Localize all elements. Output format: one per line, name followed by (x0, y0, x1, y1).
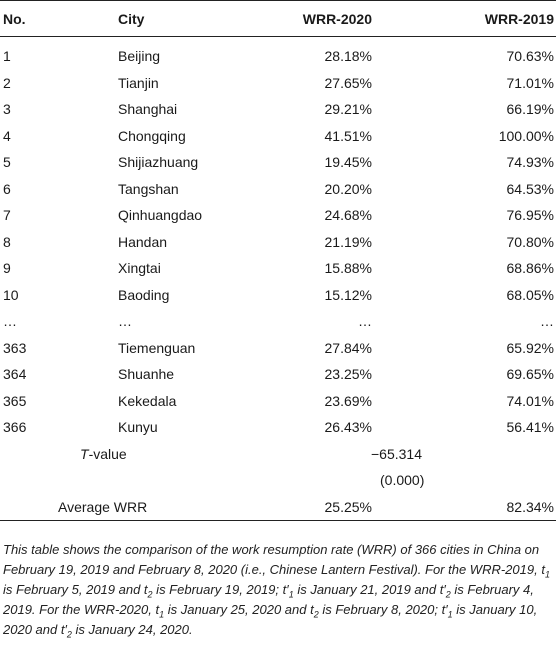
header-no: No. (0, 1, 118, 37)
cell-no: 1 (3, 48, 11, 65)
cell-city: Handan (118, 233, 168, 250)
table-row (0, 149, 556, 176)
cell-no: 2 (3, 74, 11, 91)
cell-no: 6 (3, 180, 11, 197)
average-wrr-2020: 25.25% (268, 494, 378, 521)
cell-wrr-2019: 64.53% (506, 180, 554, 197)
table-row (0, 229, 556, 256)
cell-city: … (118, 313, 132, 330)
cell-city: Tiemenguan (118, 339, 196, 356)
cell-wrr-2020: 27.84% (324, 339, 372, 356)
cell-wrr-2020: 28.18% (324, 48, 372, 65)
cell-wrr-2020: 27.65% (324, 74, 372, 91)
header-city: City (118, 1, 268, 37)
table-row (0, 202, 556, 229)
cell-wrr-2019: 68.05% (506, 286, 554, 303)
cell-wrr-2019: 65.92% (506, 339, 554, 356)
table-header-row (0, 1, 556, 37)
cell-city: Shanghai (118, 101, 178, 118)
table-row (0, 388, 556, 415)
table-row (0, 176, 556, 203)
cell-wrr-2019: 68.86% (506, 260, 554, 277)
cell-wrr-2020: 15.12% (324, 286, 372, 303)
cell-wrr-2019: 71.01% (506, 74, 554, 91)
cell-wrr-2020: … (358, 313, 372, 330)
cell-city: Shuanhe (118, 366, 175, 383)
cell-city: Tianjin (118, 74, 159, 91)
cell-no: 366 (3, 419, 27, 436)
p-value-row (0, 467, 556, 494)
cell-wrr-2019: … (540, 313, 554, 330)
p-value: (0.000) (380, 472, 425, 489)
cell-no: 363 (3, 339, 27, 356)
cell-wrr-2019: 76.95% (506, 207, 554, 224)
cell-city: Xingtai (118, 260, 161, 277)
t-value-statistic: −65.314 (371, 445, 422, 462)
cell-no: 9 (3, 260, 11, 277)
cell-wrr-2020: 26.43% (324, 419, 372, 436)
cell-city: Beijing (118, 48, 161, 65)
cell-city: Baoding (118, 286, 170, 303)
table-row (0, 255, 556, 282)
cell-no: 4 (3, 127, 11, 144)
cell-no: 10 (3, 286, 19, 303)
cell-city: Kekedala (118, 392, 177, 409)
cell-city: Kunyu (118, 419, 158, 436)
table-row (0, 70, 556, 97)
table-row (0, 335, 556, 362)
cell-wrr-2020: 20.20% (324, 180, 372, 197)
cell-wrr-2020: 21.19% (324, 233, 372, 250)
table-caption: This table shows the comparison of the work resumption rate (WRR) of 366 cities in China on February 19, 2019 and February 8, 2020 (i.e., Chinese Lantern Festival). For the WRR-2019, $t_1$ is February 5, 2019 and $t_2$ is February 19, 2019; $t'_1$ is January 21, 2019 and $t'_2$ is February 4, 2019. For the WRR-2020, $t_1$ is January 25, 2020 and $t_2$ is February 8, 2020; $t'_1$ is January 10, 2020 and $t'_2$ is January 24, 2020. (3, 542, 550, 640)
cell-wrr-2019: 74.93% (506, 154, 554, 171)
average-label: Average WRR (0, 494, 268, 521)
table-row (0, 96, 556, 123)
cell-wrr-2019: 66.19% (506, 101, 554, 118)
cell-no: 8 (3, 233, 11, 250)
table-row (0, 37, 556, 70)
t-value-row (0, 441, 556, 468)
cell-wrr-2020: 19.45% (324, 154, 372, 171)
cell-no: 365 (3, 392, 27, 409)
cell-no: … (3, 313, 17, 330)
cell-wrr-2019: 74.01% (506, 392, 554, 409)
cell-wrr-2019: 69.65% (506, 366, 554, 383)
average-row (0, 494, 556, 521)
cell-no: 7 (3, 207, 11, 224)
cell-wrr-2019: 100.00% (498, 127, 554, 144)
table-row (0, 282, 556, 309)
cell-city: Shijiazhuang (118, 154, 199, 171)
cell-wrr-2019: 70.80% (506, 233, 554, 250)
cell-no: 3 (3, 101, 11, 118)
cell-wrr-2020: 23.25% (324, 366, 372, 383)
cell-wrr-2020: 15.88% (324, 260, 372, 277)
cell-city: Qinhuangdao (118, 207, 203, 224)
cell-no: 364 (3, 366, 27, 383)
cell-wrr-2019: 56.41% (506, 419, 554, 436)
table-body (0, 37, 556, 521)
cell-city: Tangshan (118, 180, 179, 197)
cell-city: Chongqing (118, 127, 186, 144)
table-row (0, 361, 556, 388)
cell-wrr-2020: 41.51% (324, 127, 372, 144)
cell-wrr-2020: 29.21% (324, 101, 372, 118)
header-wrr-2020: WRR-2020 (268, 1, 378, 37)
cell-wrr-2019: 70.63% (506, 48, 554, 65)
average-wrr-2019: 82.34% (378, 494, 556, 521)
t-value-label: T-value (80, 445, 127, 462)
table-row (0, 123, 556, 150)
table-row (0, 414, 556, 441)
ellipsis-row (0, 308, 556, 335)
cell-wrr-2020: 24.68% (324, 207, 372, 224)
cell-no: 5 (3, 154, 11, 171)
header-wrr-2019: WRR-2019 (378, 1, 556, 37)
cell-wrr-2020: 23.69% (324, 392, 372, 409)
